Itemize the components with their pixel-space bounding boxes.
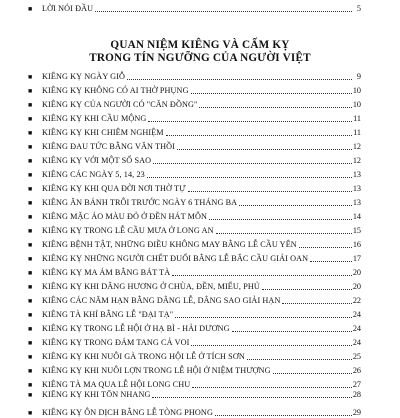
bullet-icon: ■ [28,199,33,207]
bullet-icon: ■ [28,129,33,137]
toc-page-number: 28 [352,390,361,399]
toc-entry-label: KIÊNG KỴ KHI TỐN NHANG [42,390,151,399]
dot-leader [172,275,352,276]
toc-entry[interactable] [28,292,361,306]
toc-entry-label: LỜI NÓI ĐẦU [42,4,94,13]
toc-page-number: 29 [352,408,361,417]
toc-page-number: 25 [352,352,361,361]
dot-leader [153,163,352,164]
section-heading-line-1: QUAN NIỆM KIÊNG VÀ CẤM KỴ [110,39,290,51]
bullet-icon: ■ [28,101,33,109]
bullet-icon: ■ [28,213,33,221]
dot-leader [188,191,352,192]
bullet-icon: ■ [28,409,33,417]
dot-leader [177,149,352,150]
toc-entry[interactable] [28,138,361,152]
toc-entry[interactable] [28,264,361,278]
toc-page-number: 15 [352,226,361,235]
toc-entry-label: KIÊNG KỴ TRONG LỄ CẦU MƯA Ở LONG AN [42,226,214,235]
toc-entry-label: KIÊNG KỴ TRONG LỄ HỘI Ở HẠ BÌ - HẢI DƯƠNG [42,324,230,333]
toc-entry-label: KIÊNG KỴ KHI QUA ĐỜI NƠI THỜ TỰ [42,184,186,193]
dot-leader [175,317,352,318]
toc-entry-label: KIÊNG CÁC NĂM HẠN BẰNG DÂNG LỄ, DÂNG SAO GIẢI HẠN [42,296,281,305]
toc-entry-label: KIÊNG KỴ MA ÁM BẰNG BÁT TÀ [42,268,171,277]
toc-entry-label: KIÊNG KỴ KHI NUÔI LỢN TRONG LỄ HỘI Ở NIỆM THƯỢNG [42,366,271,375]
toc-entry[interactable] [28,404,361,418]
bullet-icon: ■ [28,339,33,347]
toc-page-number: 24 [352,310,361,319]
toc-entry-intro[interactable] [28,0,361,14]
toc-page-number: 5 [356,4,361,13]
toc-page-number: 20 [352,282,361,291]
dot-leader [148,121,352,122]
dot-leader [152,397,351,398]
toc-page-number: 9 [356,72,361,81]
toc-page-number: 11 [353,114,361,123]
toc-page-number: 26 [352,366,361,375]
toc-entry-label: KIÊNG KỴ KHI DÂNG HƯƠNG Ở CHÙA, ĐỀN, MIẾU, PHỦ [42,282,260,291]
bullet-icon: ■ [28,325,33,333]
toc-entry[interactable] [28,82,361,96]
toc-entry[interactable] [28,390,361,400]
toc-page-number: 17 [352,254,361,263]
dot-leader [299,247,352,248]
toc-page-number: 12 [352,156,361,165]
toc-entry-label: KIÊNG MẶC ÁO MÀU ĐỎ Ở ĐỀN HÁT MÔN [42,212,208,221]
toc-entry[interactable] [28,376,361,390]
bullet-icon: ■ [28,381,33,389]
toc-entry-label: KIÊNG ĐAU TỨC BẰNG VĂN THỒI [42,142,175,151]
bullet-icon: ■ [28,269,33,277]
bullet-icon: ■ [28,171,33,179]
toc-entry[interactable] [28,166,361,180]
toc-entry[interactable] [28,320,361,334]
toc-entry[interactable] [28,222,361,236]
toc-entry[interactable] [28,180,361,194]
toc-entry[interactable] [28,208,361,222]
toc-entry[interactable] [28,68,361,82]
toc-page-number: 12 [352,142,361,151]
toc-entry-label: KIÊNG KỴ VỚI MỘT SỐ SAO [42,156,152,165]
toc-page-number: 13 [352,184,361,193]
dot-leader [191,93,352,94]
dot-leader [247,359,352,360]
dot-leader [199,107,351,108]
toc-entry-label: KIÊNG KỴ KHI CHIÊM NGHIỆM [42,128,164,137]
toc-entry[interactable] [28,362,361,376]
toc-entry-label: KIÊNG KỴ KHI NUÔI GÀ TRONG HỘI LỄ Ở TÍCH SƠN [42,352,245,361]
toc-page-number: 13 [352,198,361,207]
dot-leader [209,219,352,220]
bullet-icon: ■ [28,353,33,361]
toc-entry-label: KIÊNG CÁC NGÀY 5, 14, 23 [42,170,145,179]
dot-leader [166,135,352,136]
dot-leader [95,11,352,12]
bullet-icon: ■ [28,391,33,399]
dot-leader [310,261,352,262]
toc-entry[interactable] [28,110,361,124]
toc-entry[interactable] [28,250,361,264]
dot-leader [216,233,352,234]
toc-entry-label: KIÊNG KỴ ÔN DỊCH BẰNG LỄ TÒNG PHONG [42,408,213,417]
toc-entry[interactable] [28,278,361,292]
toc-entry[interactable] [28,152,361,166]
bullet-icon: ■ [28,311,33,319]
dot-leader [282,303,351,304]
toc-page-number: 16 [352,240,361,249]
toc-entry-label: KIÊNG KỴ NGÀY GIỖ [42,72,126,81]
bullet-icon: ■ [28,5,33,13]
toc-page-number: 27 [352,380,361,389]
dot-leader [273,373,352,374]
dot-leader [232,331,352,332]
dot-leader [127,79,352,80]
toc-page-number: 11 [353,128,361,137]
toc-page-number: 20 [352,268,361,277]
toc-entry-label: KIÊNG ĂN BÁNH TRÔI TRƯỚC NGÀY 6 THÁNG BA [42,198,238,207]
toc-entry-label: KIÊNG KỴ CỦA NGƯỜI CÓ "CĂN ĐỒNG" [42,100,198,109]
toc-entry[interactable] [28,306,361,320]
toc-entry[interactable] [28,96,361,110]
bullet-icon: ■ [28,227,33,235]
bullet-icon: ■ [28,87,33,95]
toc-entry[interactable] [28,334,361,348]
toc-entry-label: KIÊNG KỴ TRONG ĐÁM TANG CẢ VOI [42,338,190,347]
bullet-icon: ■ [28,157,33,165]
bullet-icon: ■ [28,115,33,123]
section-heading-line-2: TRONG TÍN NGƯỠNG CỦA NGƯỜI VIỆT [89,52,311,64]
dot-leader [239,205,352,206]
toc-entry-label: KIÊNG TÀ MA QUA LỄ HỘI LONG CHU [42,380,191,389]
toc-entry-label: KIÊNG TÀ KHÍ BẰNG LỄ "ĐẠI TẠ" [42,310,174,319]
toc-entry[interactable] [28,194,361,208]
bullet-icon: ■ [28,143,33,151]
bullet-icon: ■ [28,283,33,291]
toc-page-number: 22 [352,296,361,305]
bullet-icon: ■ [28,185,33,193]
toc-page-number: 10 [352,86,361,95]
toc-page-number: 24 [352,338,361,347]
bullet-icon: ■ [28,241,33,249]
bullet-icon: ■ [28,367,33,375]
toc-page-number: 14 [352,212,361,221]
bullet-icon: ■ [28,255,33,263]
bullet-icon: ■ [28,297,33,305]
dot-leader [192,387,352,388]
toc-entry[interactable] [28,348,361,362]
dot-leader [215,415,352,416]
bullet-icon: ■ [28,73,33,81]
toc-page-number: 13 [352,170,361,179]
toc-entry-label: KIÊNG BỆNH TẬT, NHỮNG ĐIỀU KHÔNG MAY BẰNG LỄ CẦU YÊN [42,240,297,249]
toc-entry[interactable] [28,124,361,138]
dot-leader [191,345,351,346]
toc-entry-label: KIÊNG KỴ KHÔNG CÓ AI THỜ PHỤNG [42,86,189,95]
toc-entry-label: KIÊNG KỴ KHI CẦU MỘNG [42,114,147,123]
dot-leader [262,289,352,290]
toc-page-number: 10 [352,100,361,109]
toc-page-number: 24 [352,324,361,333]
toc-entry[interactable] [28,236,361,250]
toc-entry-label: KIÊNG KỴ NHỮNG NGƯỜI CHẾT ĐUỐI BẰNG LỄ BẮC CẦU GIẢI OAN [42,254,309,263]
dot-leader [147,177,352,178]
